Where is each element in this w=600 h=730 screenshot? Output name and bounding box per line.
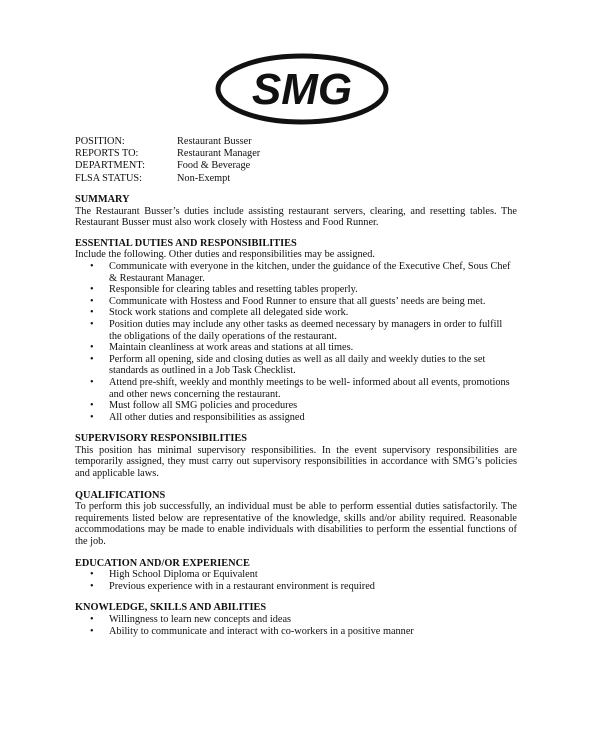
knowledge-heading: KNOWLEDGE, SKILLS AND ABILITIES [75,602,267,614]
education-list [75,569,517,592]
logo-text: SMG [251,65,353,114]
field-reports-to [75,148,260,160]
list-item: • All other duties and responsibilities as assigned [75,412,517,424]
field-position [75,136,260,148]
list-item: • Willingness to learn new concepts and ideas [75,614,517,626]
knowledge-list [75,614,517,637]
list-item: • Communicate with everyone in the kitchen, under the guidance of the Executive Chef, Sous Chef & Restaurant Manager. [75,261,517,284]
duties-list [75,261,517,423]
supervisory-heading: SUPERVISORY RESPONSIBILITIES [75,433,247,445]
smg-logo [214,52,390,126]
field-label: POSITION: [75,136,125,147]
qualifications-text: To perform this job successfully, an individual must be able to perform essential duties satisfactorily. The requirements listed below are representative of the knowledge, skills and/or ability required. Reasonable accommodations may be made to enable individuals with disabilities to perform the essential functions of the job. [75,501,517,548]
document-body [75,194,517,637]
education-heading: EDUCATION AND/OR EXPERIENCE [75,557,250,569]
list-item: • Responsible for clearing tables and resetting tables properly. [75,284,517,296]
field-value: Food & Beverage [177,160,251,172]
list-item: • Maintain cleanliness at work areas and stations at all times. [75,342,517,354]
list-item: • Previous experience with in a restaurant environment is required [75,581,517,593]
field-label: DEPARTMENT: [75,160,146,172]
field-label: FLSA STATUS: [75,172,142,184]
duties-intro: Include the following. Other duties and responsibilities may be assigned. [75,249,375,261]
field-flsa-status [75,173,260,185]
supervisory-text: This position has minimal supervisory responsibilities. In the event supervisory responsibilities are temporarily assigned, they must carry out supervisory responsibilities in accordance with SMG’s policies and applicable laws. [75,444,517,480]
header-fields [75,136,260,185]
list-item: • Ability to communicate and interact with co-workers in a positive manner [75,626,517,638]
list-item: • High School Diploma or Equivalent [75,569,517,581]
field-department [75,160,260,172]
field-value: Restaurant Busser [177,136,252,147]
field-value: Non-Exempt [177,172,231,184]
logo-graphic [214,52,390,126]
list-item: • Attend pre-shift, weekly and monthly meetings to be well- informed about all events, promotions and other news concerning the restaurant. [75,377,517,400]
list-item: • Position duties may include any other tasks as deemed necessary by managers in order to fulfill the obligations of the daily operations of the restaurant. [75,319,517,342]
summary-heading: SUMMARY [75,194,130,205]
list-item: • Communicate with Hostess and Food Runner to ensure that all guests’ needs are being met. [75,296,517,308]
list-item: • Perform all opening, side and closing duties as well as all daily and weekly duties to the set standards as outlined in a Job Task Checklist. [75,354,517,377]
summary-text: The Restaurant Busser’s duties include assisting restaurant servers, clearing, and resetting tables. The Restaurant Busser must also work closely with Hostess and Food Runner. [75,205,517,229]
list-item: • Must follow all SMG policies and procedures [75,400,517,412]
field-value: Restaurant Manager [177,148,261,160]
field-label: REPORTS TO: [75,148,139,160]
list-item: • Stock work stations and complete all delegated side work. [75,307,517,319]
duties-heading: ESSENTIAL DUTIES AND RESPONSIBILITIES [75,237,297,249]
qualifications-heading: QUALIFICATIONS [75,489,166,501]
